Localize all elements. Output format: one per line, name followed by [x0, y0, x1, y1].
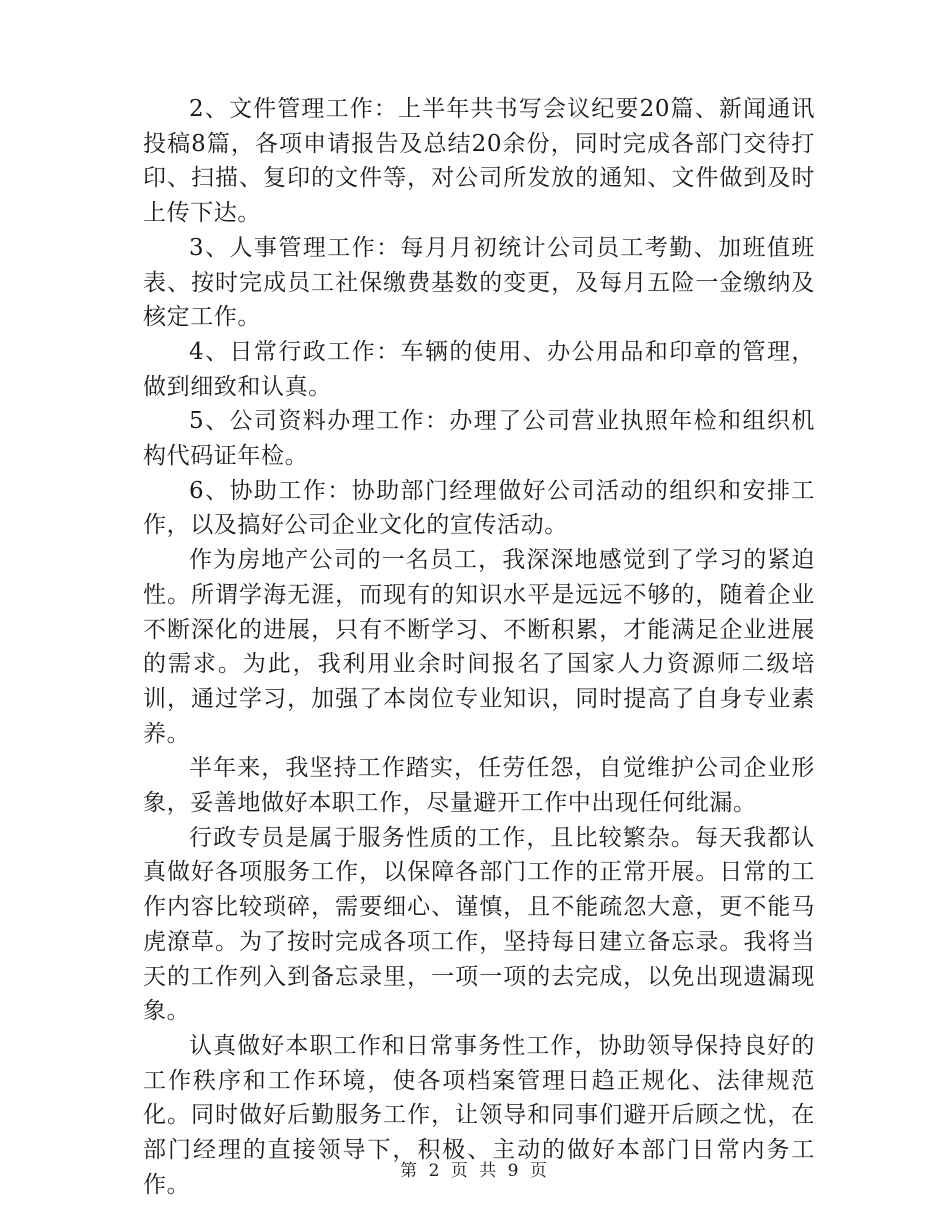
paragraph-learning: 作为房地产公司的一名员工，我深深地感觉到了学习的紧迫性。所谓学海无涯，而现有的知识水平是远远不够的，随着企业不断深化的进展，只有不断学习、不断积累，才能满足企业进展的需求。为此，我利用业余时间报名了国家人力资源师二级培训，通过学习，加强了本岗位专业知识，同时提高了自身专业素养。 [143, 547, 815, 747]
paragraph-duties: 认真做好本职工作和日常事务性工作，协助领导保持良好的工作秩序和工作环境，使各项档案管理日趋正规化、法律规范化。同时做好后勤服务工作，让领导和同事们避开后顾之忧，在部门经理的直接领导下，积极、主动的做好本部门日常内务工作。 [143, 1032, 815, 1198]
page-number-footer: 第 2 页 共 9 页 [400, 1161, 550, 1181]
paragraph-daily-admin: 4、日常行政工作：车辆的使用、办公用品和印章的管理，做到细致和认真。 [143, 338, 815, 400]
paragraph-half-year-summary: 半年来，我坚持工作踏实，任劳任怨，自觉维护公司企业形象，妥善地做好本职工作，尽量避开工作中出现任何纰漏。 [143, 755, 815, 817]
paragraph-company-documents: 5、公司资料办理工作：办理了公司营业执照年检和组织机构代码证年检。 [143, 408, 815, 470]
paragraph-assistance-work: 6、协助工作：协助部门经理做好公司活动的组织和安排工作，以及搞好公司企业文化的宣传活动。 [143, 477, 815, 539]
paragraph-file-management: 2、文件管理工作：上半年共书写会议纪要20篇、新闻通讯投稿8篇，各项申请报告及总结20余份，同时完成各部门交待打印、扫描、复印的文件等，对公司所发放的通知、文件做到及时上传下达。 [143, 96, 815, 227]
paragraph-admin-specialist: 行政专员是属于服务性质的工作，且比较繁杂。每天我都认真做好各项服务工作，以保障各部门工作的正常开展。日常的工作内容比较琐碎，需要细心、谨慎，且不能疏忽大意，更不能马虎潦草。为了按时完成各项工作，坚持每日建立备忘录。我将当天的工作列入到备忘录里，一项一项的去完成，以免出现遗漏现象。 [143, 824, 815, 1025]
document-body [143, 92, 815, 1203]
paragraph-personnel-management: 3、人事管理工作：每月月初统计公司员工考勤、加班值班表、按时完成员工社保缴费基数的变更，及每月五险一金缴纳及核定工作。 [143, 234, 815, 331]
